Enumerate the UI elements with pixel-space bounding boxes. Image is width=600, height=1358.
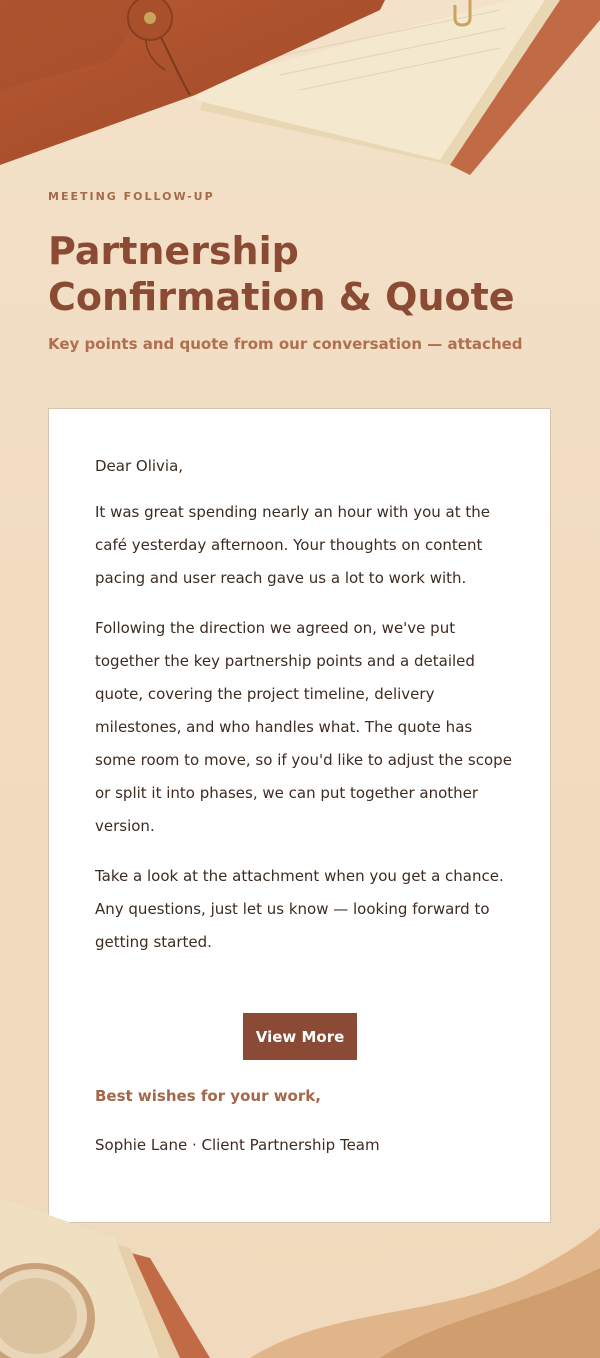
letter-greeting: Dear Olivia, — [95, 457, 184, 475]
footer-coffee-image — [0, 1198, 600, 1358]
letter-card — [48, 408, 551, 1223]
letter-signature: Sophie Lane · Client Partnership Team — [95, 1136, 380, 1154]
page-subtitle: Key points and quote from our conversation — attached — [48, 335, 523, 353]
letter-body — [95, 454, 515, 976]
page-title: Partnership Confirmation & Quote — [48, 229, 515, 319]
letter-paragraph: Take a look at the attachment when you get a chance. Any questions, just let us know — looking forward to getting started. — [95, 867, 504, 951]
letter-paragraph: It was great spending nearly an hour with you at the café yesterday afternoon. Your thoughts on content pacing and user reach gave us a lot to work with. — [95, 503, 490, 587]
view-more-button[interactable]: View More — [243, 1013, 357, 1060]
eyebrow-label: MEETING FOLLOW-UP — [48, 190, 215, 203]
letter-paragraph: Following the direction we agreed on, we've put together the key partnership points and a detailed quote, covering the project timeline, delivery milestones, and who handles what. The quote has some room to move, so if you'd like to adjust the scope or split it into phases, we can put together another version. — [95, 619, 512, 835]
letter-signoff: Best wishes for your work, — [95, 1087, 321, 1105]
header-stationery-image — [0, 0, 600, 185]
